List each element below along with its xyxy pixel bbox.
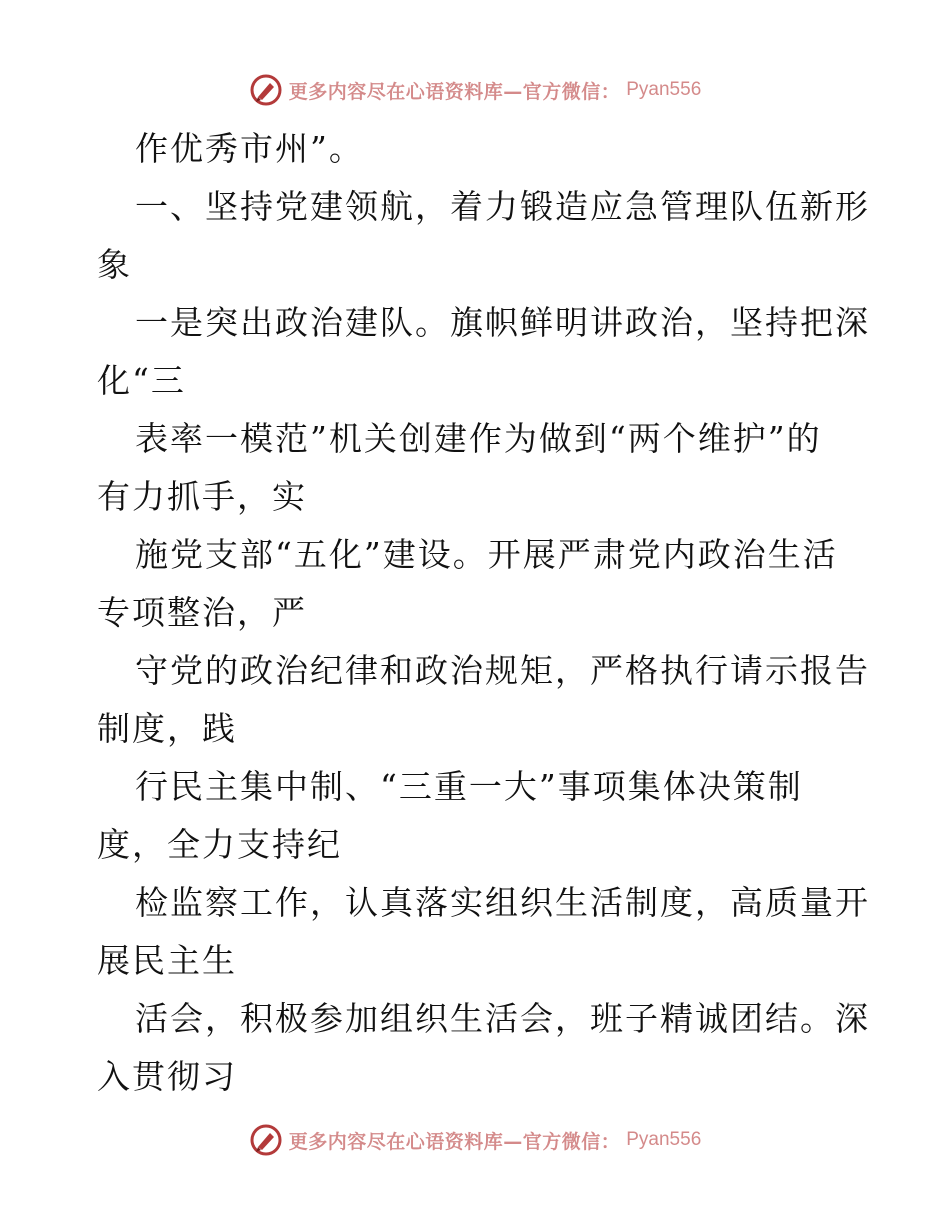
pen-logo-icon — [249, 73, 283, 107]
text-line: 象 — [97, 245, 132, 284]
pen-logo-icon — [249, 1123, 283, 1157]
watermark-header — [0, 70, 950, 110]
text-line: 有力抓手，实 — [97, 477, 307, 516]
text-line: 一、坚持党建领航，着力锻造应急管理队伍新形 — [135, 187, 870, 226]
text-line: 检监察工作，认真落实组织生活制度，高质量开 — [135, 883, 870, 922]
text-line: 度，全力支持纪 — [97, 825, 342, 864]
text-line: 专项整治，严 — [97, 593, 307, 632]
text-line: 行民主集中制、“三重一大”事项集体决策制 — [135, 767, 803, 806]
text-line: 一是突出政治建队。旗帜鲜明讲政治，坚持把深 — [135, 303, 870, 342]
text-line: 制度，践 — [97, 709, 237, 748]
watermark-wechat-id: Pyan556 — [626, 79, 702, 100]
text-line: 入贯彻习 — [97, 1057, 237, 1096]
text-line: 施党支部“五化”建设。开展严肃党内政治生活 — [135, 535, 838, 574]
watermark-footer — [0, 1120, 950, 1160]
text-line: 表率一模范”机关创建作为做到“两个维护”的 — [135, 419, 822, 458]
text-line: 化“三 — [97, 361, 186, 400]
text-line: 展民主生 — [97, 941, 237, 980]
watermark-text: 更多内容尽在心语资料库—官方微信： — [288, 1130, 621, 1153]
text-line: 作优秀市州”。 — [135, 129, 364, 168]
watermark-wechat-id: Pyan556 — [626, 1129, 702, 1150]
watermark-text: 更多内容尽在心语资料库—官方微信： — [288, 80, 621, 103]
text-line: 活会，积极参加组织生活会，班子精诚团结。深 — [135, 999, 870, 1038]
document-body — [97, 120, 870, 1106]
text-line: 守党的政治纪律和政治规矩，严格执行请示报告 — [135, 651, 870, 690]
